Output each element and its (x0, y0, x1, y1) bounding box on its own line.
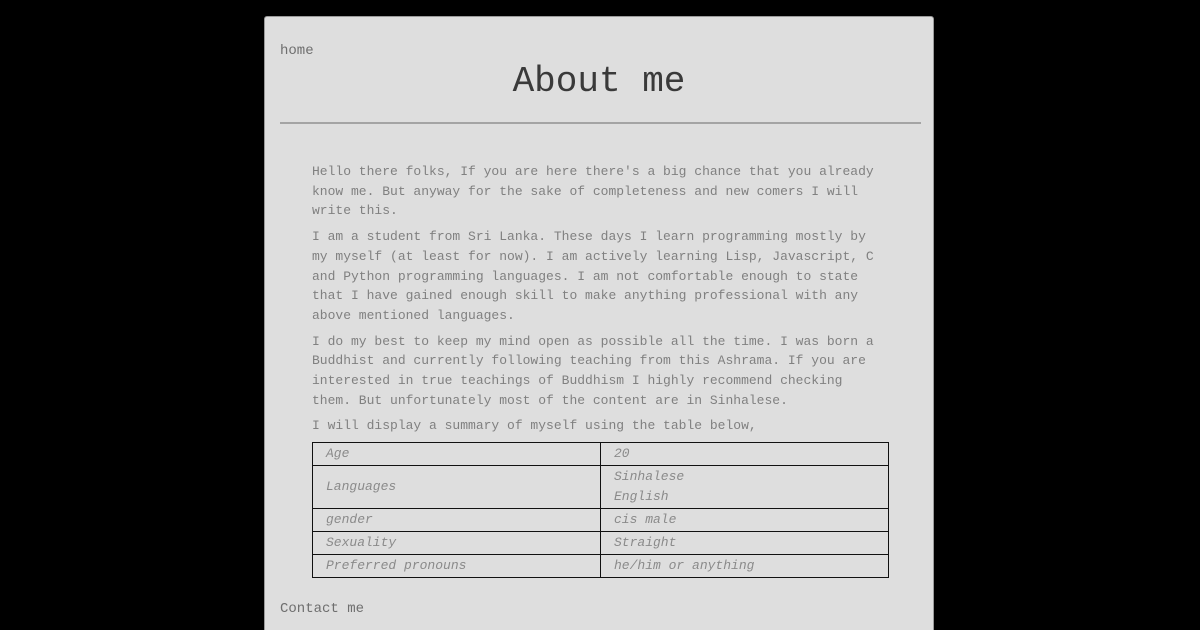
row-value: cis male (601, 509, 889, 532)
home-link[interactable]: home (280, 43, 314, 59)
row-value: Straight (601, 532, 889, 555)
table-row (313, 443, 889, 466)
table-row (313, 466, 889, 509)
row-value: he/him or anything (601, 555, 889, 578)
row-value: 20 (601, 443, 889, 466)
table-row (313, 555, 889, 578)
student-paragraph: I am a student from Sri Lanka. These days I learn programming mostly by my myself (at least for now). I am actively learning Lisp, Javascript, C and Python programming languages. I am not comfortable enough to state that I have gained enough skill to make anything professional with any above mentioned languages. (312, 229, 874, 323)
row-value (601, 466, 889, 509)
table-row (313, 509, 889, 532)
page-title: About me (512, 61, 686, 102)
table-intro-paragraph: I will display a summary of myself using the table below, (312, 418, 757, 434)
row-label: Age (313, 443, 601, 466)
table-row (313, 532, 889, 555)
row-label: gender (313, 509, 601, 532)
page-card (264, 16, 934, 630)
row-label: Preferred pronouns (313, 555, 601, 578)
summary-table (312, 442, 889, 578)
row-label: Languages (313, 466, 601, 509)
row-label: Sexuality (313, 532, 601, 555)
buddhism-paragraph: I do my best to keep my mind open as possible all the time. I was born a Buddhist and currently following teaching from this Ashrama. If you are interested in true teachings of Buddhism I highly recommend checking them. But unfortunately most of the content are in Sinhalese. (312, 333, 874, 408)
title-divider (280, 122, 921, 124)
language-item: English (614, 489, 669, 505)
contact-heading: Contact me (280, 601, 365, 617)
language-item: Sinhalese (614, 469, 685, 485)
intro-paragraph: Hello there folks, If you are here there's a big chance that you already know me. But anyway for the sake of completeness and new comers I will write this. (312, 164, 874, 219)
about-content (312, 162, 889, 578)
